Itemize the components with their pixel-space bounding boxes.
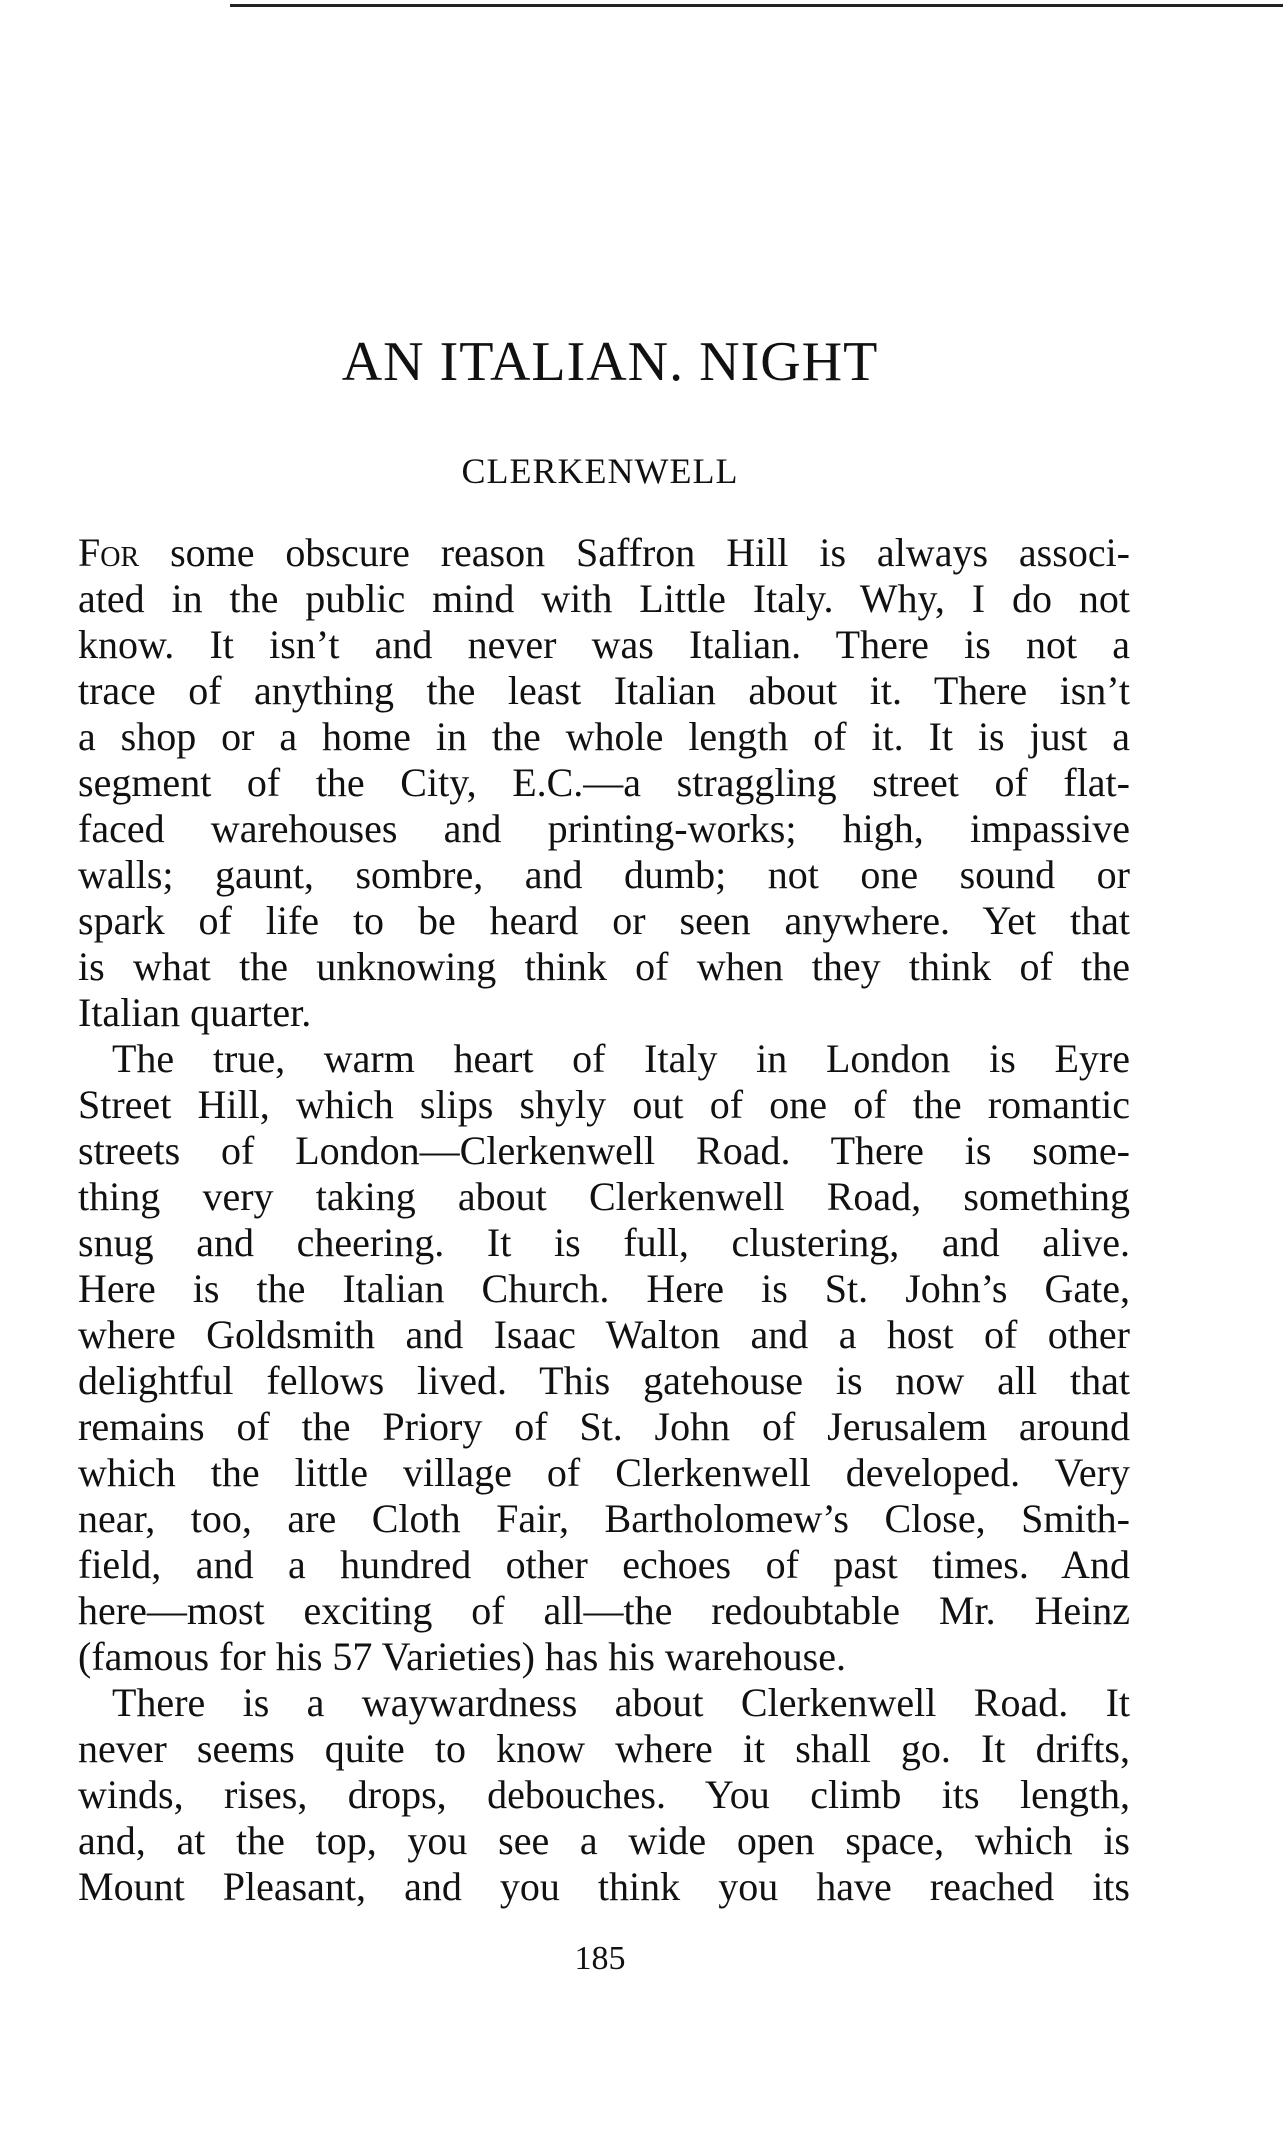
- drop-small-caps-lead: For: [78, 530, 140, 575]
- paragraph-1-line-8: walls; gaunt, sombre, and dumb; not one sound or: [78, 852, 1130, 897]
- paragraph-2-line-2: Street Hill, which slips shyly out of one of the romantic: [78, 1082, 1130, 1127]
- chapter-subtitle: CLERKENWELL: [461, 451, 739, 491]
- paragraph-3-line-3: winds, rises, drops, debouches. You climb its length,: [78, 1772, 1130, 1817]
- paragraph-1-line-7: faced warehouses and printing-works; high, impassive: [78, 806, 1130, 851]
- paragraph-2-line-12: field, and a hundred other echoes of past times. And: [78, 1542, 1130, 1587]
- paragraph-2-line-4: thing very taking about Clerkenwell Road, something: [78, 1174, 1130, 1219]
- paragraph-1-line-6: segment of the City, E.C.—a straggling street of flat-: [78, 760, 1130, 805]
- paragraph-2-line-8: delightful fellows lived. This gatehouse is now all that: [78, 1358, 1130, 1403]
- body-text: [78, 530, 1130, 1910]
- paragraph-1-line-2: ated in the public mind with Little Italy. Why, I do not: [78, 576, 1130, 621]
- paragraph-1-line-5: a shop or a home in the whole length of it. It is just a: [78, 714, 1130, 759]
- page-number: 185: [574, 1940, 626, 1977]
- paragraph-3-line-2: never seems quite to know where it shall go. It drifts,: [78, 1726, 1130, 1771]
- paragraph-1-line-4: trace of anything the least Italian about it. There isn’t: [78, 668, 1130, 713]
- paragraph-2-line-1: The true, warm heart of Italy in London is Eyre: [112, 1036, 1130, 1081]
- paragraph-2-line-14: (famous for his 57 Varieties) has his warehouse.: [78, 1634, 846, 1679]
- paragraph-2-line-6: Here is the Italian Church. Here is St. John’s Gate,: [78, 1266, 1130, 1311]
- paragraph-1-line-3: know. It isn’t and never was Italian. There is not a: [78, 622, 1130, 667]
- paragraph-2-line-13: here—most exciting of all—the redoubtable Mr. Heinz: [78, 1588, 1130, 1633]
- paragraph-3-line-4: and, at the top, you see a wide open space, which is: [78, 1818, 1130, 1863]
- paragraph-2-line-7: where Goldsmith and Isaac Walton and a host of other: [78, 1312, 1130, 1357]
- paragraph-3-line-1: There is a waywardness about Clerkenwell Road. It: [112, 1680, 1130, 1725]
- paragraph-1-line-9: spark of life to be heard or seen anywhere. Yet that: [78, 898, 1130, 943]
- paragraph-2-line-3: streets of London—Clerkenwell Road. There is some-: [78, 1128, 1130, 1173]
- paragraph-2-line-10: which the little village of Clerkenwell developed. Very: [78, 1450, 1130, 1495]
- chapter-title: AN ITALIAN. NIGHT: [341, 331, 879, 393]
- paragraph-1-line-1: For some obscure reason Saffron Hill is always associ-: [78, 530, 1130, 575]
- paragraph-3-line-5: Mount Pleasant, and you think you have reached its: [78, 1864, 1130, 1909]
- top-rule: [230, 4, 1283, 7]
- paragraph-2-line-5: snug and cheering. It is full, clustering, and alive.: [78, 1220, 1130, 1265]
- paragraph-1-line-11: Italian quarter.: [78, 990, 312, 1035]
- paragraph-2-line-11: near, too, are Cloth Fair, Bartholomew’s Close, Smith-: [78, 1496, 1130, 1541]
- paragraph-1-line-10: is what the unknowing think of when they think of the: [78, 944, 1130, 989]
- paragraph-2-line-9: remains of the Priory of St. John of Jerusalem around: [78, 1404, 1130, 1449]
